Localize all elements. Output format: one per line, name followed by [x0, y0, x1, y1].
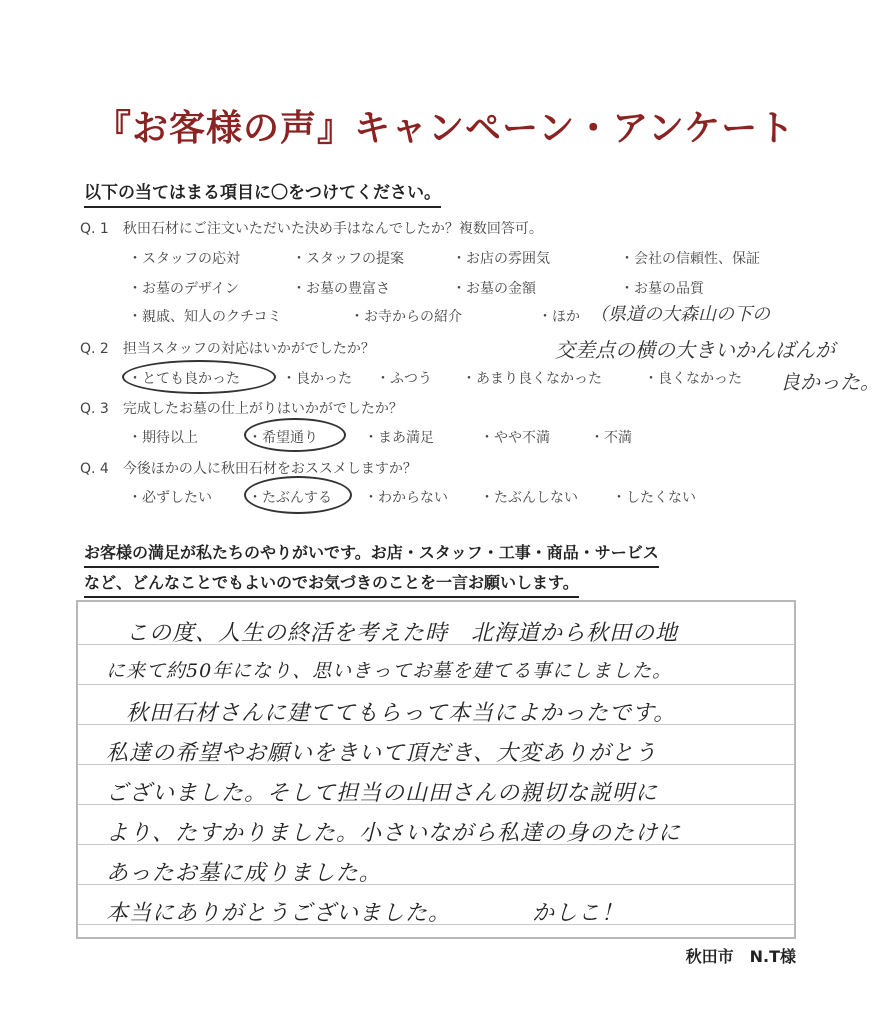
q2-option[interactable]: ・ふつう [376, 371, 432, 387]
q1-option[interactable]: ・お墓のデザイン [128, 281, 240, 297]
q3-label: Q. 3 完成したお墓の仕上がりはいかがでしたか？ [80, 401, 403, 417]
q3-option[interactable]: ・不満 [590, 430, 632, 446]
instruction-text: 以下の当てはまる項目に〇をつけてください。 [84, 178, 441, 208]
q2-option[interactable]: ・良かった [282, 371, 352, 387]
q1-label: Q. 1 秋田石材にご注文いただいた決め手はなんでしたか？複数回答可。 [80, 221, 543, 237]
q1-other-handwritten: （県道の大森山の下の [590, 304, 770, 325]
answer-circle-mark [122, 360, 276, 394]
q1-other-handwritten-3: 良かった。 [780, 370, 880, 394]
q4-option[interactable]: ・必ずしたい [128, 490, 212, 506]
q4-option[interactable]: ・たぶんする [248, 490, 332, 506]
q1-option[interactable]: ・お寺からの紹介 [350, 309, 462, 325]
comment-line: この度、人生の終活を考えた時 北海道から秋田の地 [126, 621, 679, 646]
comment-line: 本当にありがとうございました。 かしこ！ [106, 901, 625, 926]
answer-circle-mark [244, 418, 346, 452]
q1-option[interactable]: ・会社の信頼性、保証 [620, 251, 760, 267]
q3-option[interactable]: ・まあ満足 [364, 430, 434, 446]
q1-option[interactable]: ・お墓の品質 [620, 281, 704, 297]
comment-box[interactable] [76, 600, 796, 939]
q3-option[interactable]: ・希望通り [248, 430, 318, 446]
q1-option[interactable]: ・お墓の金額 [452, 281, 536, 297]
page-title: 『お客様の声』キャンペーン・アンケート [95, 108, 796, 149]
q4-label: Q. 4 今後ほかの人に秋田石材をおススメしますか？ [80, 461, 417, 477]
closing-text-2: など、どんなことでもよいのでお気づきのことを一言お願いします。 [84, 570, 579, 598]
comment-line: に来て約50年になり、思いきってお墓を建てる事にしました。 [106, 660, 673, 682]
q1-option[interactable]: ・お墓の豊富さ [292, 281, 390, 297]
q2-option[interactable]: ・とても良かった [128, 371, 240, 387]
q1-option[interactable]: ・スタッフの応対 [128, 251, 240, 267]
q1-option[interactable]: ・お店の雰囲気 [452, 251, 550, 267]
closing-text-1: お客様の満足が私たちのやりがいです。お店・スタッフ・工事・商品・サービス [84, 540, 659, 568]
q3-option[interactable]: ・やや不満 [480, 430, 550, 446]
q1-other-handwritten-2: 交差点の横の大きいかんばんが [555, 338, 835, 362]
q2-option[interactable]: ・良くなかった [644, 371, 742, 387]
q4-option[interactable]: ・わからない [364, 490, 448, 506]
answer-circle-mark [244, 476, 352, 514]
q1-option[interactable]: ・ほか [538, 309, 580, 325]
q4-option[interactable]: ・たぶんしない [480, 490, 578, 506]
q2-label: Q. 2 担当スタッフの対応はいかがでしたか？ [80, 341, 375, 357]
q3-option[interactable]: ・期待以上 [128, 430, 198, 446]
comment-line: 秋田石材さんに建ててもらって本当によかったです。 [126, 701, 677, 726]
q2-option[interactable]: ・あまり良くなかった [462, 371, 602, 387]
q1-option[interactable]: ・スタッフの提案 [292, 251, 404, 267]
comment-line: ございました。そして担当の山田さんの親切な説明に [106, 781, 659, 806]
q1-option[interactable]: ・親戚、知人のクチコミ [128, 309, 282, 325]
comment-line: 私達の希望やお願いをきいて頂だき、大変ありがとう [106, 741, 658, 766]
ruled-line [78, 684, 794, 685]
comment-line: より、たすかりました。小さいながら私達の身のたけに [106, 821, 682, 846]
q4-option[interactable]: ・したくない [612, 490, 696, 506]
signature: 秋田市 N.T様 [685, 947, 796, 966]
comment-line: あったお墓に成りました。 [106, 861, 382, 886]
